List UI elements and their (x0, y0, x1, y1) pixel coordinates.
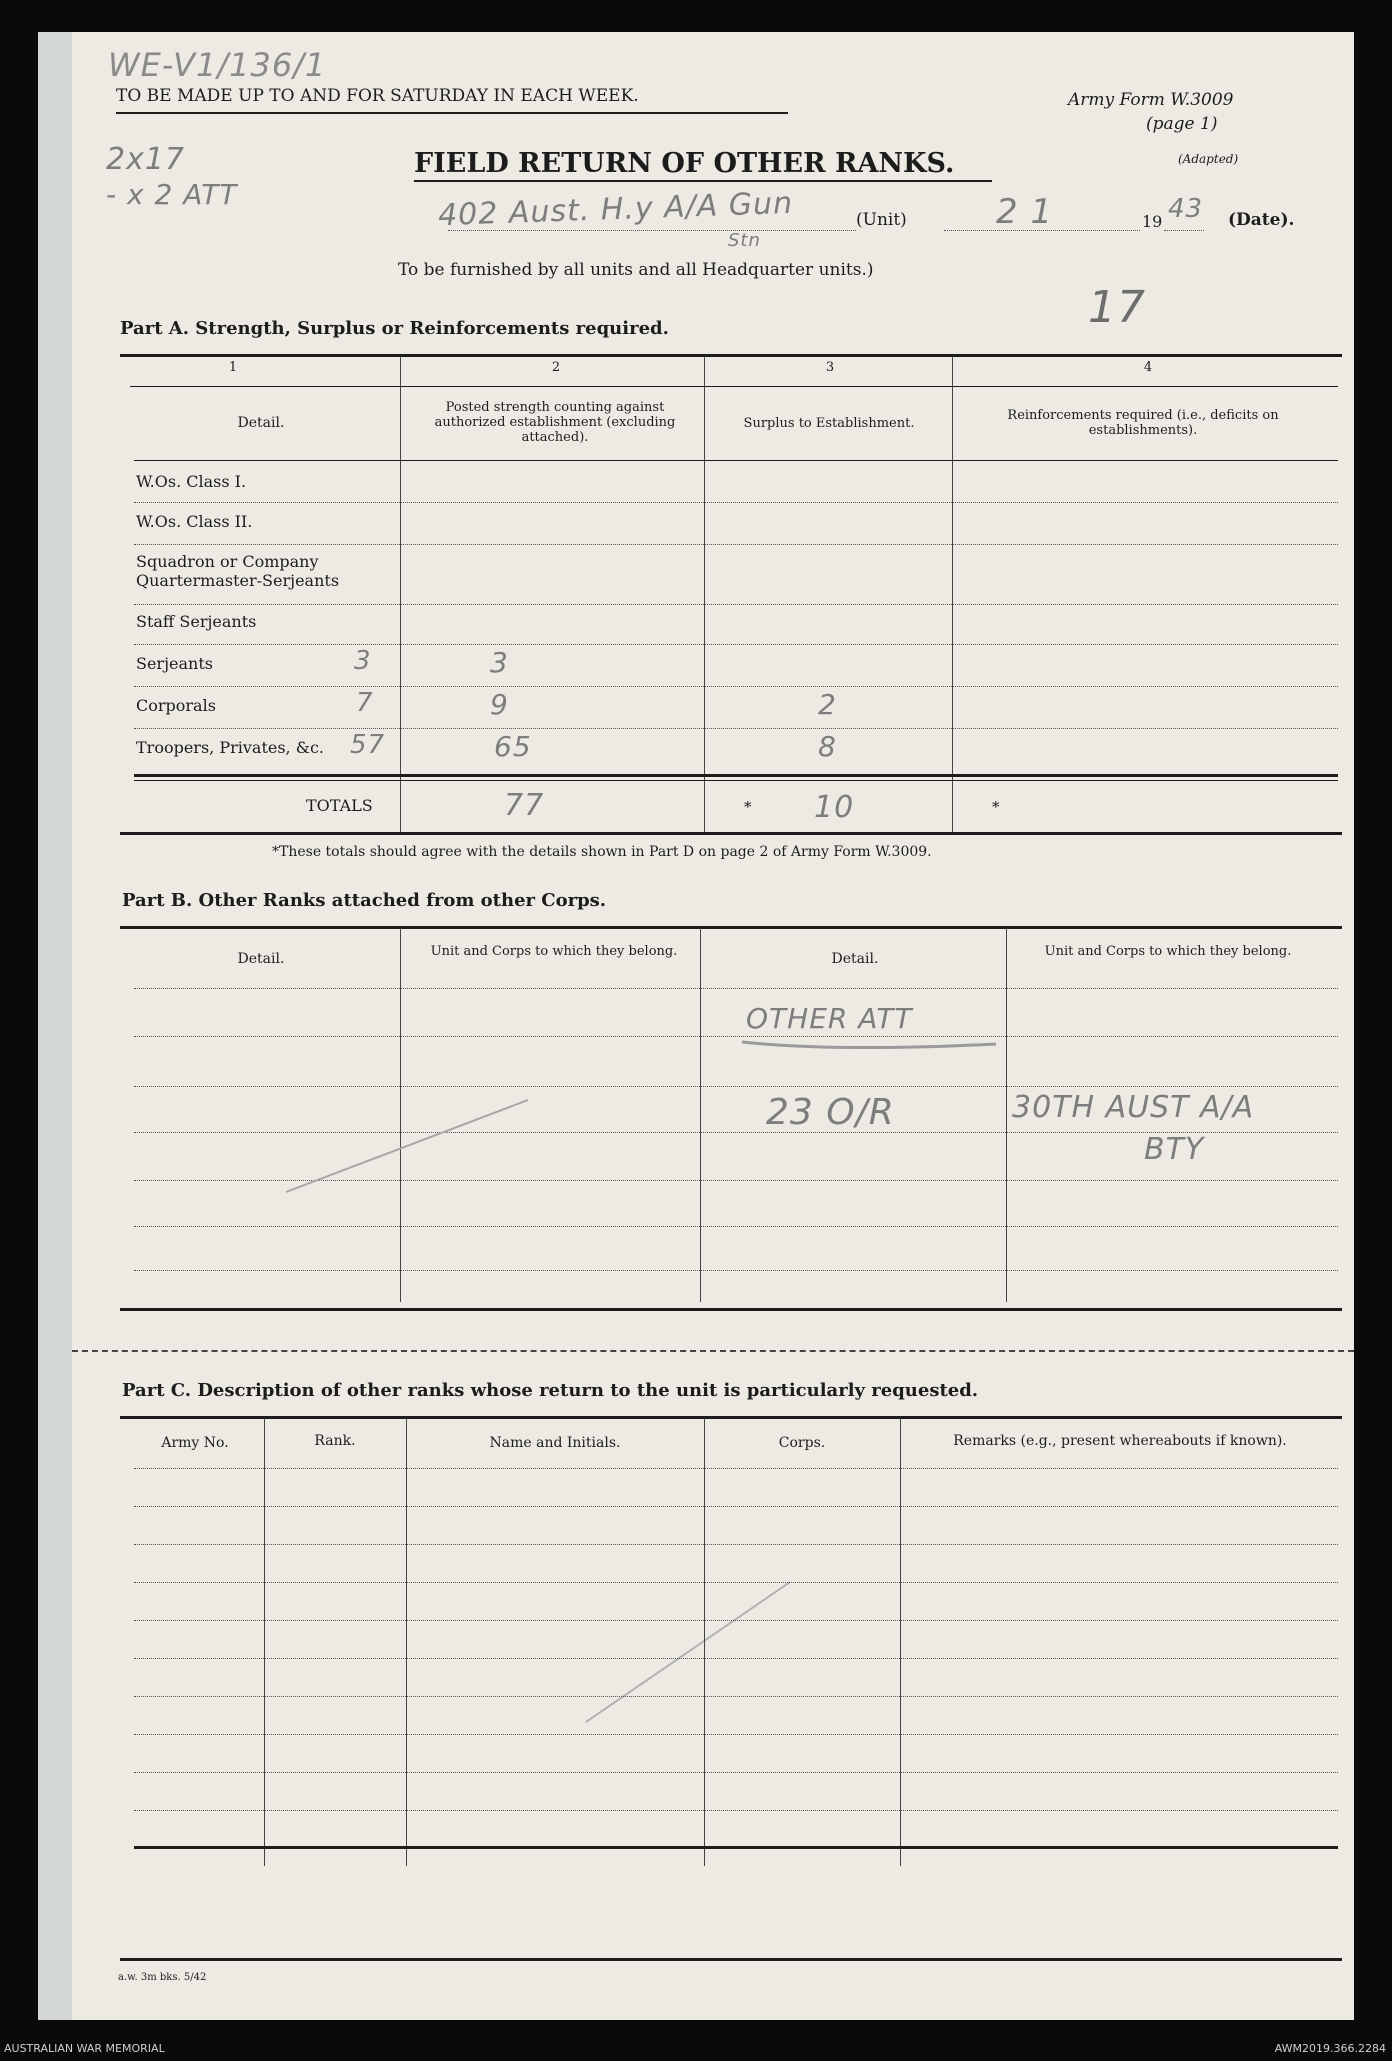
part-a-serjeants-margin: 3 (354, 646, 372, 676)
part-c-head-corps: Corps. (778, 1435, 826, 1451)
handwritten-file-ref: WE-V1/136/1 (108, 46, 327, 84)
footer-institution: AUSTRALIAN WAR MEMORIAL (4, 2042, 165, 2055)
unit-label: (Unit) (856, 210, 907, 230)
handwritten-year: 43 (1168, 194, 1204, 224)
part-c-vline-3 (704, 1418, 705, 1866)
part-b-head-unit-1: Unit and Corps to which they belong. (430, 944, 678, 959)
part-b-handwritten-other-att: OTHER ATT (746, 1002, 913, 1035)
part-c-row-rule (134, 1468, 1338, 1469)
handwritten-unit-suffix: Stn (728, 230, 761, 251)
part-a-totals-label: TOTALS (306, 796, 373, 815)
part-a-row-wo2: W.Os. Class II. (136, 512, 253, 531)
part-c-row-rule (134, 1506, 1338, 1507)
form-page: (page 1) (1146, 114, 1218, 134)
handwritten-unit: 402 Aust. H.y A/A Gun (437, 185, 794, 234)
part-b-handwritten-unit: 30TH AUST A/A (1012, 1090, 1255, 1125)
page-title: FIELD RETURN OF OTHER RANKS. (414, 148, 955, 179)
part-a-head-posted: Posted strength counting against authorized establishment (excluding attached). (434, 400, 676, 445)
part-c-row-rule (134, 1620, 1338, 1621)
form-sheet (38, 32, 1354, 2020)
part-c-row-rule (134, 1544, 1338, 1545)
part-a-footnote: *These totals should agree with the details shown in Part D on page 2 of Army Form W.3009. (272, 844, 932, 860)
part-c-row-rule (134, 1658, 1338, 1659)
part-c-top-rule (120, 1416, 1342, 1419)
part-c-row-rule (134, 1696, 1338, 1697)
part-b-head-unit-2: Unit and Corps to which they belong. (1044, 944, 1292, 959)
part-b-head-detail-1: Detail. (237, 951, 285, 967)
part-c-head-remarks: Remarks (e.g., present whereabouts if known). (953, 1433, 1287, 1449)
tear-line (72, 1350, 1354, 1352)
part-a-corporals-posted: 9 (490, 688, 509, 721)
part-a-totals-surplus: 10 (814, 790, 855, 825)
part-a-head-detail: Detail. (237, 415, 285, 431)
part-a-title: Part A. Strength, Surplus or Reinforcements required. (120, 318, 669, 339)
form-adapted: (Adapted) (1178, 152, 1239, 166)
part-c-row-rule (134, 1772, 1338, 1773)
part-a-col-num-4: 4 (1143, 360, 1153, 375)
part-b-handwritten-23or: 23 O/R (766, 1092, 895, 1133)
year-prefix: 19 (1142, 212, 1163, 231)
part-a-row-wo1: W.Os. Class I. (136, 472, 247, 491)
furnished-note: To be furnished by all units and all Headquarter units.) (398, 260, 874, 280)
part-c-vline-4 (900, 1418, 901, 1866)
handwritten-week-no: 17 (1088, 282, 1146, 333)
part-a-totals-posted: 77 (504, 788, 545, 823)
part-a-troopers-posted: 65 (494, 730, 532, 763)
archive-footer (0, 2038, 1392, 2061)
part-a-head-surplus: Surplus to Establishment. (743, 416, 915, 431)
part-a-col-num-2: 2 (551, 360, 561, 375)
part-c-head-name: Name and Initials. (489, 1435, 621, 1451)
footer-accession-number: AWM2019.366.2284 (1274, 2042, 1386, 2055)
part-a-totals-star: * (744, 798, 752, 816)
part-c-head-rank: Rank. (314, 1433, 356, 1449)
part-a-corporals-surplus: 2 (818, 688, 837, 721)
part-a-troopers-surplus: 8 (818, 730, 837, 763)
part-c-row-rule (134, 1734, 1338, 1735)
part-c-row-rule (134, 1582, 1338, 1583)
form-name: Army Form W.3009 (1068, 90, 1234, 110)
part-a-row-troopers: Troopers, Privates, &c. (136, 738, 325, 757)
handwritten-strength-note: 2x17 (106, 142, 186, 177)
part-c-row-rule (134, 1810, 1338, 1811)
part-a-reinf-star: * (992, 798, 1000, 816)
part-b-title: Part B. Other Ranks attached from other Corps. (122, 890, 607, 911)
part-b-handwritten-bty: BTY (1144, 1132, 1205, 1167)
part-c-vline-1 (264, 1418, 265, 1866)
pencil-strokes (38, 32, 1354, 2020)
handwritten-date: 2 1 (996, 192, 1054, 232)
part-a-corporals-margin: 7 (356, 688, 374, 718)
part-c-end-rule (134, 1846, 1338, 1849)
part-a-row-staff-serjeants: Staff Serjeants (136, 612, 257, 631)
date-label: (Date). (1228, 210, 1295, 230)
part-a-row-serjeants: Serjeants (136, 654, 213, 673)
part-c-title: Part C. Description of other ranks whose return to the unit is particularly requested. (122, 1380, 979, 1401)
header-instruction: TO BE MADE UP TO AND FOR SATURDAY IN EACH WEEK. (116, 86, 639, 106)
part-a-troopers-margin: 57 (350, 730, 386, 760)
part-b-head-detail-2: Detail. (831, 951, 879, 967)
part-a-row-corporals: Corporals (136, 696, 216, 715)
printer-mark: a.w. 3m bks. 5/42 (118, 1972, 207, 1983)
part-a-row-cqms: Squadron or Company Quartermaster-Serjeants (136, 552, 340, 590)
part-a-serjeants-posted: 3 (490, 646, 509, 679)
handwritten-att-note: - x 2 ATT (106, 178, 238, 211)
part-a-head-reinf: Reinforcements required (i.e., deficits on establishments). (1007, 408, 1279, 438)
part-c-vline-2 (406, 1418, 407, 1866)
part-a-col-num-1: 1 (228, 360, 238, 375)
part-a-col-num-3: 3 (825, 360, 835, 375)
part-c-bottom-rule (120, 1958, 1342, 1961)
part-c-head-army-no: Army No. (161, 1435, 229, 1451)
